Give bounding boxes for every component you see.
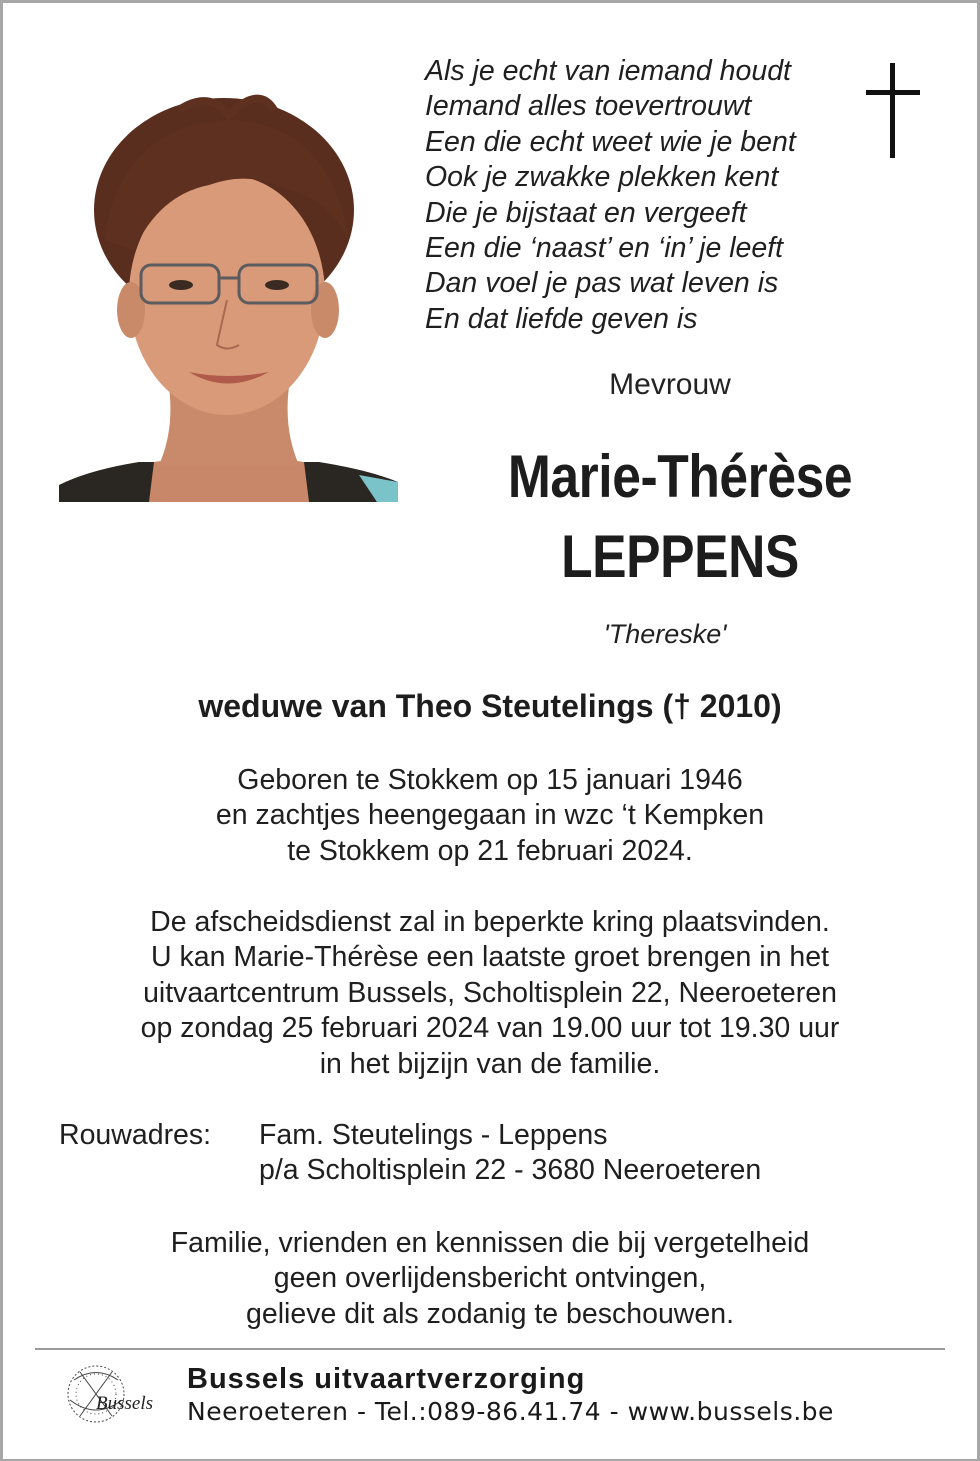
notice-text	[40, 1226, 940, 1332]
first-name: Marie-Thérèse	[507, 443, 853, 510]
poem-line: En dat liefde geven is	[425, 302, 698, 335]
address-line: Fam. Steutelings - Leppens	[259, 1119, 608, 1151]
text-line: uitvaartcentrum Bussels, Scholtisplein 22, Neeroeteren	[143, 976, 837, 1009]
text-line: in het bijzijn van de familie.	[319, 1047, 661, 1080]
mourning-address	[259, 1118, 761, 1189]
text-line: en zachtjes heengegaan in wzc ‘t Kempken	[215, 799, 765, 832]
text-line: te Stokkem op 21 februari 2024.	[287, 834, 693, 867]
birth-death-text	[40, 763, 940, 869]
salutation: Mevrouw	[609, 368, 731, 401]
poem-line: Die je bijstaat en vergeeft	[425, 196, 747, 229]
poem-line: Dan voel je pas wat leven is	[425, 267, 779, 300]
text-line: Geboren te Stokkem op 15 januari 1946	[237, 764, 743, 796]
widow-of: weduwe van Theo Steutelings († 2010)	[198, 688, 782, 724]
poem-line: Een die echt weet wie je bent	[425, 125, 796, 158]
divider	[35, 1348, 945, 1350]
cross-icon	[866, 63, 920, 158]
text-line: U kan Marie-Thérèse een laatste groet brengen in het	[150, 941, 830, 974]
text-line: De afscheidsdienst zal in beperkte kring plaatsvinden.	[150, 906, 830, 938]
company-name: Bussels uitvaartverzorging	[187, 1363, 586, 1395]
text-line: gelieve dit als zodanig te beschouwen.	[246, 1297, 734, 1330]
poem-line: Iemand alles toevertrouwt	[425, 90, 752, 123]
text-line: geen overlijdensbericht ontvingen,	[273, 1262, 707, 1295]
text-line: op zondag 25 februari 2024 van 19.00 uur tot 19.30 uur	[140, 1012, 840, 1045]
last-name: LEPPENS	[561, 523, 799, 590]
bussels-logo	[60, 1360, 172, 1430]
address-line: p/a Scholtisplein 22 - 3680 Neeroeteren	[259, 1154, 762, 1187]
poem	[425, 54, 796, 337]
poem-line: Ook je zwakke plekken kent	[425, 161, 779, 194]
mourning-address-label: Rouwadres:	[59, 1119, 212, 1151]
portrait-photo	[59, 90, 398, 502]
poem-line: Als je echt van iemand houdt	[425, 55, 791, 87]
nickname: 'Thereske'	[603, 619, 727, 649]
text-line: Familie, vrienden en kennissen die bij vergetelheid	[170, 1227, 810, 1259]
logo-text: Bussels	[96, 1393, 153, 1414]
service-text	[40, 905, 940, 1082]
poem-line: Een die ‘naast’ en ‘in’ je leeft	[425, 232, 784, 265]
company-contact: Neeroeteren - Tel.:089-86.41.74 - www.bussels.be	[187, 1397, 834, 1426]
